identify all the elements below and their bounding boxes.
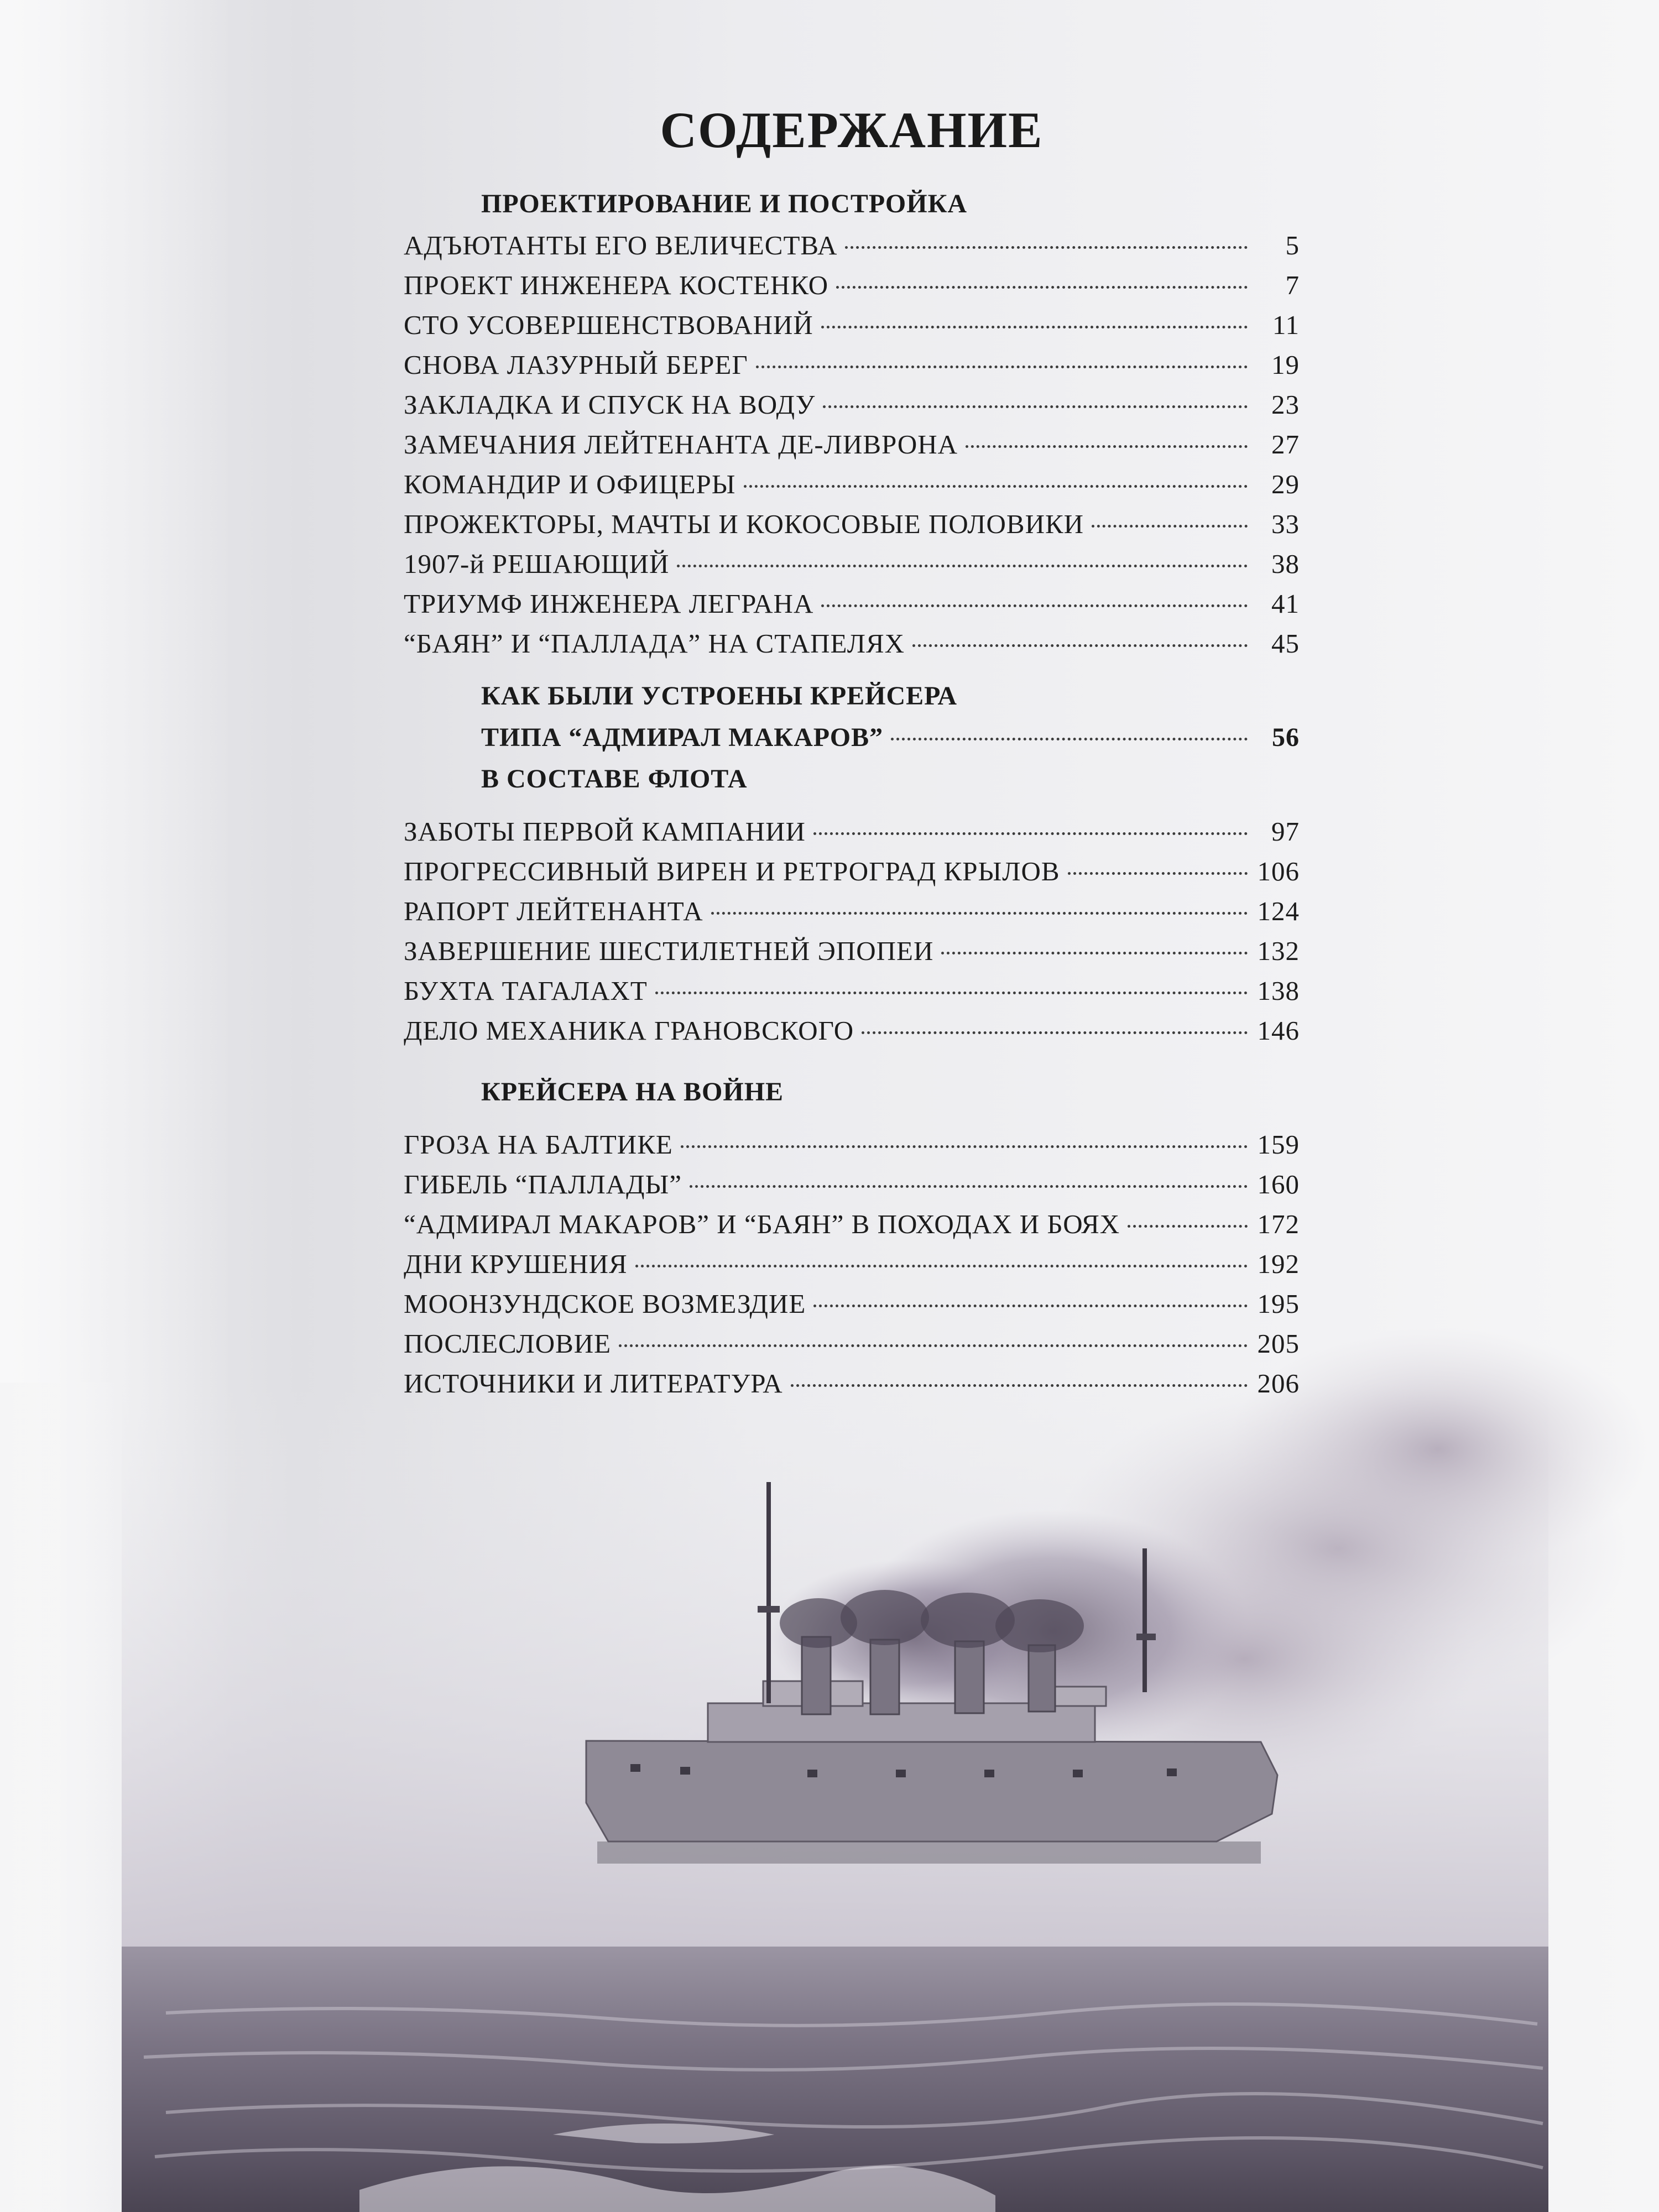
entry-title: КОМАНДИР И ОФИЦЕРЫ [404, 469, 736, 499]
page-number: 159 [1257, 1129, 1300, 1160]
section-heading: КАК БЫЛИ УСТРОЕНЫ КРЕЙСЕРА [481, 681, 958, 711]
dot-leader [821, 604, 1248, 607]
dot-leader [756, 366, 1248, 368]
page-number: 5 [1285, 230, 1300, 260]
page-number: 45 [1271, 628, 1300, 659]
toc-entry[interactable] [404, 931, 1300, 971]
page-number: 38 [1271, 549, 1300, 579]
dot-leader [823, 405, 1248, 408]
dot-leader [1068, 872, 1248, 875]
toc-entry[interactable] [404, 544, 1300, 584]
page-number: 132 [1257, 936, 1300, 966]
page-title: СОДЕРЖАНИЕ [660, 102, 1044, 158]
toc-entry[interactable] [404, 1324, 1300, 1364]
entry-title: АДЪЮТАНТЫ ЕГО ВЕЛИЧЕСТВА [404, 230, 838, 260]
toc-entry[interactable] [404, 1165, 1300, 1204]
dot-leader [655, 992, 1248, 994]
dot-leader [690, 1185, 1248, 1188]
page-number: 19 [1271, 349, 1300, 380]
dot-leader [791, 1384, 1248, 1387]
dot-leader [813, 1305, 1248, 1307]
entry-title: ЗАБОТЫ ПЕРВОЙ КАМПАНИИ [404, 816, 806, 847]
toc-entry[interactable] [404, 265, 1300, 305]
dot-leader [1092, 525, 1248, 528]
toc-entry[interactable] [404, 852, 1300, 891]
dot-leader [813, 832, 1248, 835]
toc-entry[interactable] [404, 425, 1300, 465]
dot-leader [677, 565, 1248, 567]
dot-leader [821, 326, 1248, 328]
toc-entry[interactable] [404, 226, 1300, 265]
dot-leader [891, 738, 1248, 740]
entry-title: БУХТА ТАГАЛАХТ [404, 975, 648, 1006]
entry-title: ЗАМЕЧАНИЯ ЛЕЙТЕНАНТА ДЕ-ЛИВРОНА [404, 429, 958, 460]
section-heading: В СОСТАВЕ ФЛОТА [481, 764, 748, 794]
toc-entry[interactable] [404, 812, 1300, 852]
entry-title: ПРОЕКТ ИНЖЕНЕРА КОСТЕНКО [404, 270, 829, 300]
table-of-contents [404, 88, 1300, 1404]
toc-entry[interactable] [404, 465, 1300, 504]
page-number: 192 [1257, 1249, 1300, 1279]
page-number: 124 [1257, 896, 1300, 926]
entry-title: МООНЗУНДСКОЕ ВОЗМЕЗДИЕ [404, 1288, 806, 1319]
dot-leader [862, 1031, 1248, 1034]
page-number: 146 [1257, 1015, 1300, 1046]
entry-title: ПРОГРЕССИВНЫЙ ВИРЕН И РЕТРОГРАД КРЫЛОВ [404, 856, 1060, 886]
page-number: 172 [1257, 1209, 1300, 1239]
toc-entry[interactable] [404, 891, 1300, 931]
entry-title: РАПОРТ ЛЕЙТЕНАНТА [404, 896, 703, 926]
entry-title: СНОВА ЛАЗУРНЫЙ БЕРЕГ [404, 349, 748, 380]
toc-entry[interactable] [404, 504, 1300, 544]
entry-title: ПОСЛЕСЛОВИЕ [404, 1328, 612, 1359]
toc-entry[interactable] [404, 584, 1300, 624]
page-number: 138 [1257, 975, 1300, 1006]
entry-title: ДЕЛО МЕХАНИКА ГРАНОВСКОГО [404, 1015, 854, 1046]
dot-leader [681, 1145, 1248, 1148]
entry-title: ДНИ КРУШЕНИЯ [404, 1249, 628, 1279]
page-number: 29 [1271, 469, 1300, 499]
dot-leader [1128, 1225, 1248, 1228]
toc-entry[interactable] [404, 345, 1300, 385]
page-number: 205 [1257, 1328, 1300, 1359]
dot-leader [912, 644, 1248, 647]
dot-leader [635, 1265, 1248, 1267]
dot-leader [744, 485, 1248, 488]
entry-title: ГРОЗА НА БАЛТИКЕ [404, 1129, 673, 1160]
toc-entry[interactable] [404, 718, 1300, 758]
dot-leader [619, 1344, 1248, 1347]
entry-title: ТРИУМФ ИНЖЕНЕРА ЛЕГРАНА [404, 588, 814, 619]
toc-entry[interactable] [404, 1125, 1300, 1165]
page-number: 11 [1272, 310, 1300, 340]
toc-entry[interactable] [404, 1011, 1300, 1051]
entry-title: ЗАКЛАДКА И СПУСК НА ВОДУ [404, 389, 816, 420]
toc-entry[interactable] [404, 1204, 1300, 1244]
page-number: 97 [1271, 816, 1300, 847]
entry-title: ТИПА “АДМИРАЛ МАКАРОВ” [481, 723, 884, 752]
entry-title: “БАЯН” И “ПАЛЛАДА” НА СТАПЕЛЯХ [404, 628, 905, 659]
page-number: 206 [1257, 1368, 1300, 1399]
page-number: 41 [1271, 588, 1300, 619]
page-number: 195 [1257, 1288, 1300, 1319]
page-number: 27 [1271, 429, 1300, 460]
entry-title: ЗАВЕРШЕНИЕ ШЕСТИЛЕТНЕЙ ЭПОПЕИ [404, 936, 934, 966]
toc-entry[interactable] [404, 1364, 1300, 1404]
page-number: 23 [1271, 389, 1300, 420]
entry-title: ИСТОЧНИКИ И ЛИТЕРАТУРА [404, 1368, 783, 1399]
entry-title: 1907-й РЕШАЮЩИЙ [404, 549, 670, 579]
page-number: 33 [1271, 509, 1300, 539]
toc-entry[interactable] [404, 1244, 1300, 1284]
toc-entry[interactable] [404, 624, 1300, 664]
dot-leader [966, 445, 1248, 448]
toc-entry[interactable] [404, 971, 1300, 1011]
toc-entry[interactable] [404, 1284, 1300, 1324]
dot-leader [941, 952, 1248, 954]
entry-title: ГИБЕЛЬ “ПАЛЛАДЫ” [404, 1169, 682, 1199]
page-number: 160 [1257, 1169, 1300, 1199]
dot-leader [836, 286, 1248, 289]
page-number: 7 [1285, 270, 1300, 300]
toc-entry[interactable] [404, 385, 1300, 425]
section-heading: ПРОЕКТИРОВАНИЕ И ПОСТРОЙКА [481, 189, 968, 218]
entry-title: ПРОЖЕКТОРЫ, МАЧТЫ И КОКОСОВЫЕ ПОЛОВИКИ [404, 509, 1084, 539]
dot-leader [711, 912, 1248, 915]
toc-entry[interactable] [404, 305, 1300, 345]
dot-leader [845, 246, 1248, 249]
entry-title: СТО УСОВЕРШЕНСТВОВАНИЙ [404, 310, 813, 340]
page-number: 56 [1272, 723, 1300, 752]
entry-title: “АДМИРАЛ МАКАРОВ” И “БАЯН” В ПОХОДАХ И БОЯХ [404, 1209, 1120, 1239]
page-number: 106 [1257, 856, 1300, 886]
section-heading: КРЕЙСЕРА НА ВОЙНЕ [481, 1077, 784, 1107]
